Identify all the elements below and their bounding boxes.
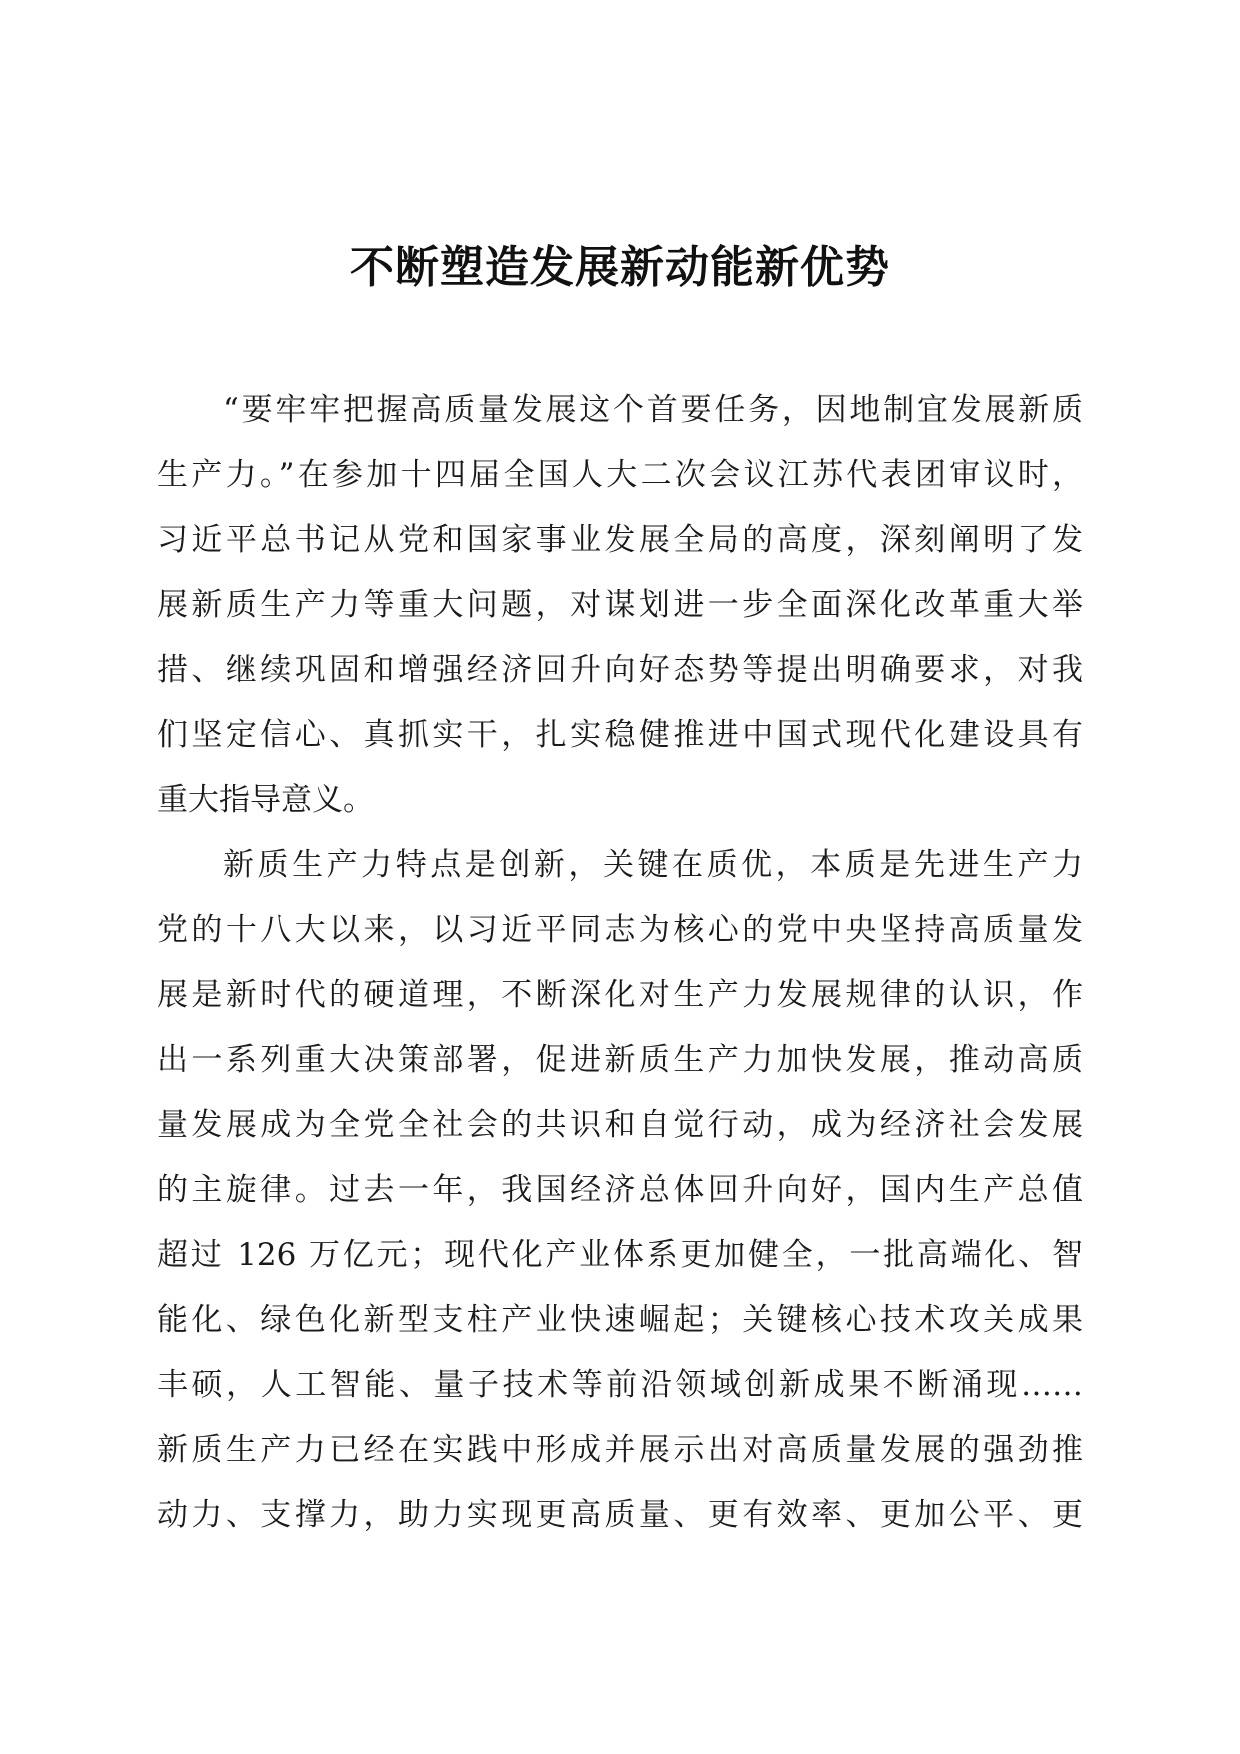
paragraph-line: 丰硕，人工智能、量子技术等前沿领域创新成果不断涌现…… bbox=[157, 1367, 1083, 1403]
document-title: 不断塑造发展新动能新优势 bbox=[350, 242, 890, 293]
paragraph-line: 们坚定信心、真抓实干，扎实稳健推进中国式现代化建设具有 bbox=[157, 717, 1083, 753]
paragraph-1 bbox=[157, 378, 1083, 833]
paragraph-line: 党的十八大以来，以习近平同志为核心的党中央坚持高质量发 bbox=[157, 912, 1083, 948]
paragraph-line: 展是新时代的硬道理，不断深化对生产力发展规律的认识，作 bbox=[157, 977, 1083, 1013]
paragraph-line: 新质生产力特点是创新，关键在质优，本质是先进生产力 bbox=[223, 847, 1083, 883]
paragraph-line: “要牢牢把握高质量发展这个首要任务，因地制宜发展新质 bbox=[223, 392, 1083, 428]
paragraph-line: 能化、绿色化新型支柱产业快速崛起；关键核心技术攻关成果 bbox=[157, 1302, 1083, 1338]
paragraph-line: 展新质生产力等重大问题，对谋划进一步全面深化改革重大举 bbox=[157, 587, 1083, 623]
paragraph-line: 生产力。”在参加十四届全国人大二次会议江苏代表团审议时， bbox=[157, 457, 1083, 493]
paragraph-line: 动力、支撑力，助力实现更高质量、更有效率、更加公平、更 bbox=[157, 1497, 1083, 1533]
paragraph-line: 出一系列重大决策部署，促进新质生产力加快发展，推动高质 bbox=[157, 1042, 1083, 1078]
paragraph-2 bbox=[157, 833, 1083, 1548]
paragraph-line: 超过 126 万亿元；现代化产业体系更加健全，一批高端化、智 bbox=[157, 1237, 1083, 1273]
paragraph-line: 措、继续巩固和增强经济回升向好态势等提出明确要求，对我 bbox=[157, 652, 1083, 688]
document-body bbox=[157, 378, 1083, 1548]
paragraph-line: 的主旋律。过去一年，我国经济总体回升向好，国内生产总值 bbox=[157, 1172, 1083, 1208]
paragraph-line: 量发展成为全党全社会的共识和自觉行动，成为经济社会发展 bbox=[157, 1107, 1083, 1143]
paragraph-line: 习近平总书记从党和国家事业发展全局的高度，深刻阐明了发 bbox=[157, 522, 1083, 558]
paragraph-line: 新质生产力已经在实践中形成并展示出对高质量发展的强劲推 bbox=[157, 1432, 1083, 1468]
paragraph-line: 重大指导意义。 bbox=[157, 782, 374, 818]
